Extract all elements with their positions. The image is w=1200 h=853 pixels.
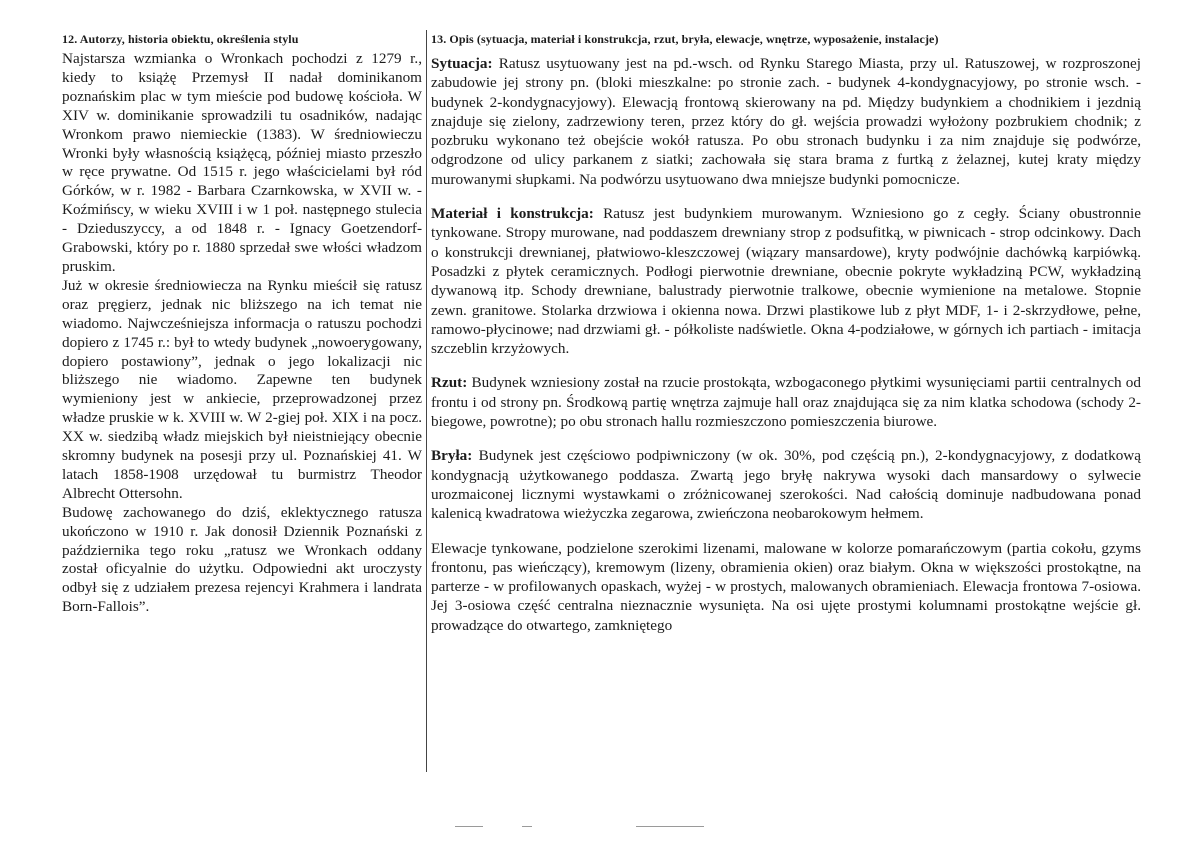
section-text: Elewacje tynkowane, podzielone szerokimi lizenami, malowane w kolorze pomarańczowym (partia cokołu, gzyms frontonu, pas wieńczący), kremowym (lizeny, obramienia okien) oraz białym. Okna w większości prostokątne, na parterze - w profilowanych opaskach, wyżej - w prostych, malowanych obramieniach. Elewacja frontowa 7-osiowa. Jej 3-osiowa część centralna nieznacznie wysunięta. Na osi ujęte prostymi kolumnami prostokątne wejście gł. prowadzące do otwartego, zamkniętego (431, 539, 1141, 634)
section-label: Sytuacja: (431, 55, 493, 72)
section-material (431, 204, 1141, 358)
section-massing (431, 446, 1141, 523)
section-label: Materiał i konstrukcja: (431, 205, 594, 223)
history-paragraph: Budowę zachowanego do dziś, eklektycznego ratusza ukończono w 1910 r. Jak donosił Dziennik Poznański z października tego roku „ratusz we Wronkach oddany został oficyalnie do użytku. Odpowiedni akt uroczysty odbył się z udziałem prezesa rejencyi Krahmera i landrata Born-Fallois”. (62, 503, 422, 616)
description-column (431, 32, 1141, 644)
scan-artifact-line (522, 826, 532, 827)
section-label: Bryła: (431, 447, 473, 465)
section-text: Ratusz jest budynkiem murowanym. Wzniesiono go z cegły. Ściany obustronnie tynkowane. Stropy murowane, nad poddaszem drewniany strop z podsufitką, w piwnicach - strop odcinkowy. Dach o konstrukcji drewnianej, płatwiowo-kleszczowej (wiązary mansardowe), kryty podwójnie dachówką karpiówką. Posadzki z płytek ceramicznych. Podłogi pierwotnie drewniane, obecnie pokryte wykładziną PCW, wykładziną dywanową itp. Schody drewniane, balustrady pierwotnie tralkowe, obecnie wymienione na metalowe. Stopnie zewn. granitowe. Stolarka drzwiowa i okienna nowa. Drzwi plastikowe lub z płyt MDF, 1- i 2-skrzydłowe, pełne, ramowo-płycinowe; nad drzwiami gł. - półkoliste nadświetle. Okna 4-podziałowe, w górnych ich partiach - imitacja szczeblin krzyżowych. (431, 205, 1141, 358)
history-header: 12. Autorzy, historia obiektu, określenia stylu (62, 32, 299, 46)
section-elevations (431, 539, 1141, 635)
section-text: Budynek jest częściowo podpiwniczony (w ok. 30%, pod częścią pn.), 2-kondygnacyjowy, z dodatkową kondygnacją użytkowanego poddasza. Zwartą jego bryłę nakrywa wysoki dach mansardowy o sylwecie urozmaiconej licznymi wystawkami o zróżnicowanej szerokości. Nad całością dominuje nadbudowana ponad kalenicą kwadratowa wieżyczka zegarowa, zwieńczona neobarokowym hełmem. (431, 447, 1142, 523)
section-plan (431, 373, 1141, 431)
scan-artifact-line (636, 826, 704, 827)
description-header: 13. Opis (sytuacja, materiał i konstrukcja, rzut, bryła, elewacje, wnętrze, wyposażenie, instalacje) (431, 32, 939, 46)
section-situation (431, 54, 1141, 189)
scan-artifact-line (455, 826, 483, 827)
column-divider (426, 30, 427, 772)
section-text: Budynek wzniesiony został na rzucie prostokąta, wzbogaconego płytkimi wysunięciami partii centralnych od frontu i od strony pn. Środkową partię wnętrza zajmuje hall oraz znajdująca się za nim klatka schodowa (schody 2-biegowe, powrotne); po obu stronach hallu rozmieszczono pomieszczenia biurowe. (431, 374, 1141, 431)
history-paragraph: Już w okresie średniowiecza na Rynku mieścił się ratusz oraz pręgierz, jednak nic bliższego na ich temat nie wiadomo. Najwcześniejsza informacja o ratuszu pochodzi dopiero z 1745 r.: był to wtedy budynek „nowoerygowany, dopiero postawiony”, jednak o jego lokalizacji nic bliższego nie wiadomo. Zapewne ten budynek wymieniony jest w ankiecie, przeprowadzonej przez władze pruskie w k. XVIII w. W 2-giej poł. XIX i na pocz. XX w. siedzibą władz miejskich był nieistniejący obecnie skromny budynek na posesji przy ul. Poznańskiej 41. W latach 1858-1908 urzędował tu burmistrz Theodor Albrecht Ottersohn. (62, 276, 422, 502)
history-column (62, 32, 422, 617)
section-label: Rzut: (431, 374, 468, 392)
history-paragraph: Najstarsza wzmianka o Wronkach pochodzi z 1279 r., kiedy to książę Przemysł II nadał dominikanom poznańskim plac w tym mieście pod budowę kościoła. W XIV w. dominikanie sprowadzili tu osadników, nadając Wronkom prawo niemieckie (1383). W średniowieczu Wronki były własnością książęcą, później miasto przeszło w ręce prywatne. Od 1515 r. jego właścicielami był ród Górków, w r. 1982 - Barbara Czarnkowska, w XVII w. - Koźmińscy, w wieku XVIII i w 1 poł. następnego stulecia - Dzieduszyccy, a od 1848 r. - Ignacy Goetzendorf-Grabowski, który po r. 1880 sprzedał swe włości władzom pruskim. (62, 50, 422, 275)
section-text: Ratusz usytuowany jest na pd.-wsch. od Rynku Starego Miasta, przy ul. Ratuszowej, w rozproszonej zabudowie jej strony pn. (bloki mieszkalne: po stronie zach. - budynek 4-kondygnacyjowy, po stronie wsch. - budynek 2-kondygnacyjowy). Elewacją frontową skierowany na pd. Między budynkiem a chodnikiem i jezdnią znajduje się zielony, zadrzewiony teren, przez który do gł. wejścia prowadzi wyłożony pozbrukiem chodnik; z pozbruku wykonano też obejście wokół ratusza. Po obu stronach budynku i za nim znajduje się podwórze, odgrodzone od ulicy parkanem z siatki; zachowała się stara brama z furtką z żelaznej, kutej kraty między murowanymi słupkami. Na podwórzu usytuowano dwa mniejsze budynki pomocnicze. (431, 55, 1141, 188)
